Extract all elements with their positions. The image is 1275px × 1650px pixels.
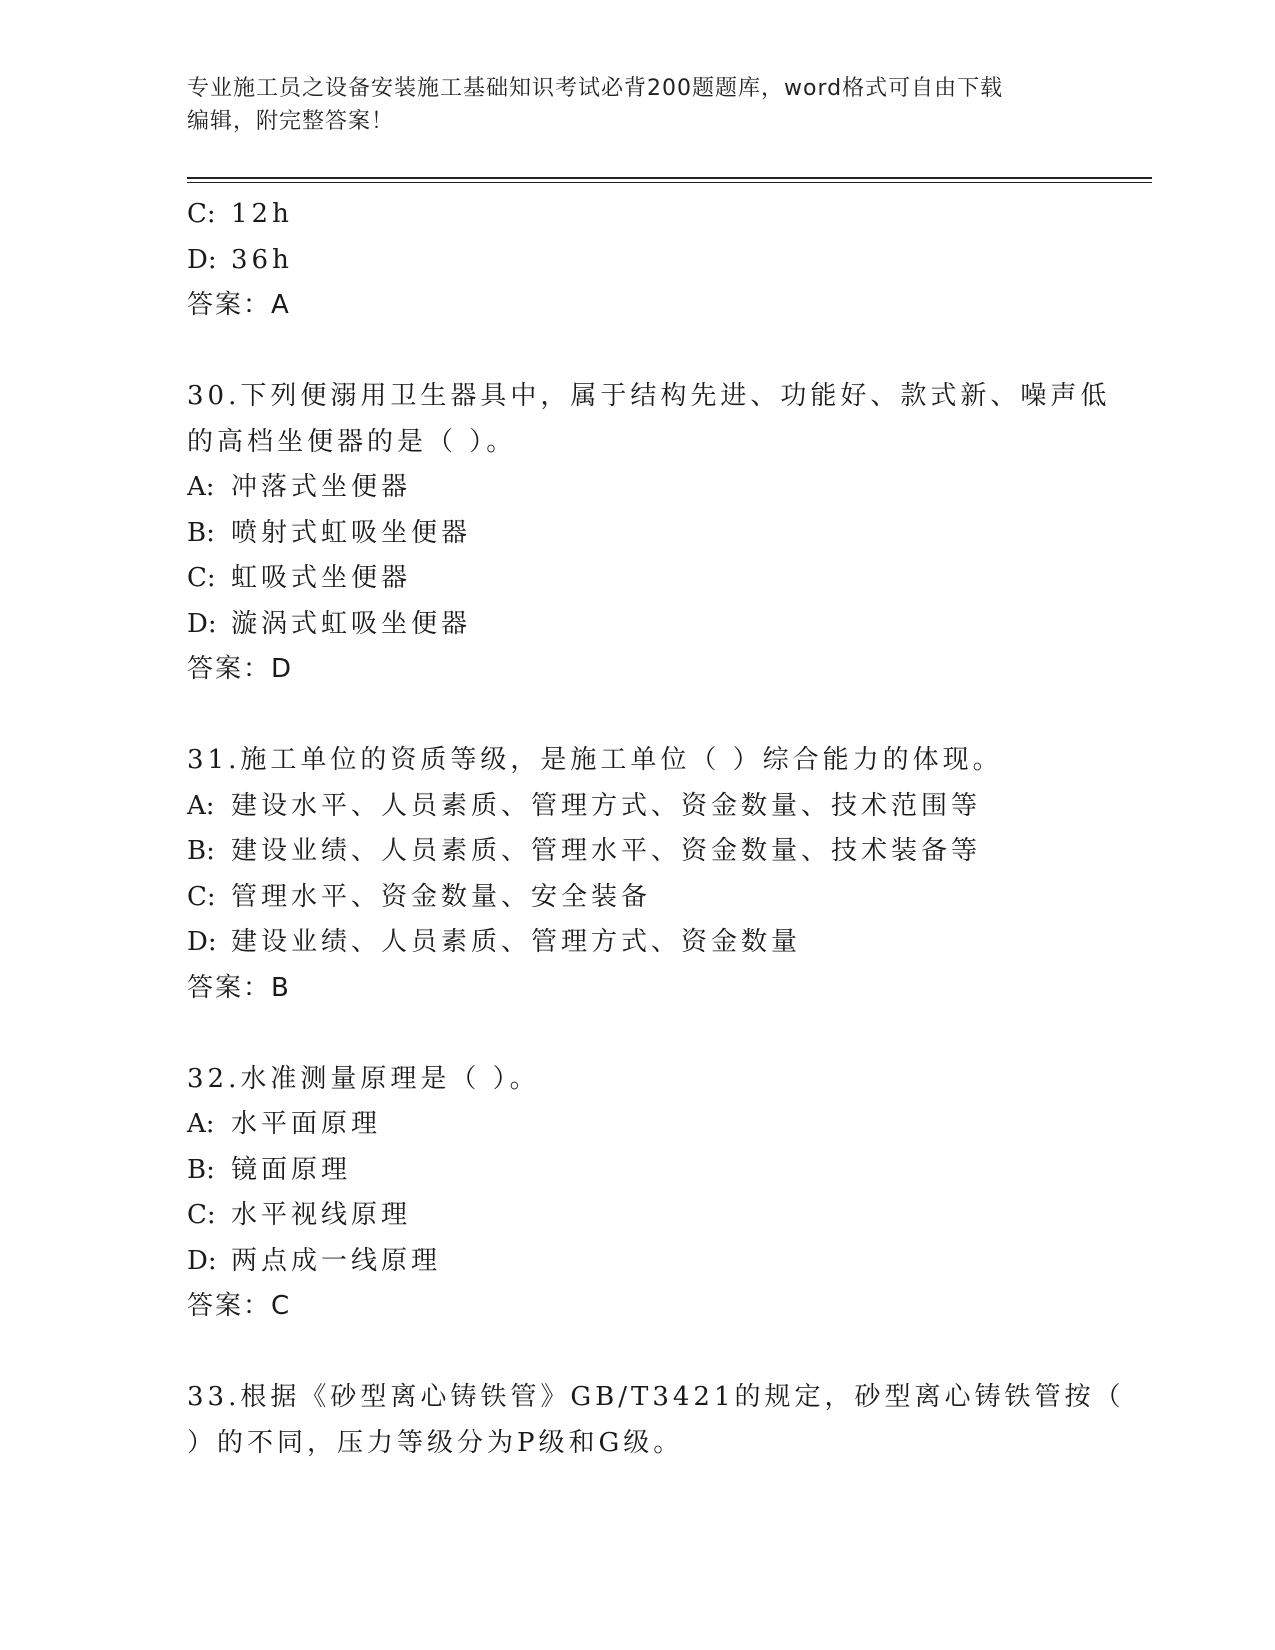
header-title-line-2: 编辑，附完整答案！ (187, 109, 395, 134)
answer-prev: 答案：A (187, 290, 291, 320)
option-c: C: 虹吸式坐便器 (187, 563, 412, 593)
question-30 (187, 374, 1111, 693)
option-c: C: 管理水平、资金数量、安全装备 (187, 881, 652, 912)
spacer (187, 693, 1087, 739)
question-stem-continued: ）的不同，压力等级分为P级和G级。 (187, 1427, 684, 1458)
option-a: A: 冲落式坐便器 (187, 472, 412, 502)
option-b: B: 喷射式虹吸坐便器 (187, 517, 472, 548)
question-stem: 31.施工单位的资质等级，是施工单位（ ）综合能力的体现。 (187, 745, 1003, 775)
question-31 (187, 738, 1087, 1011)
option-d: D: 漩涡式虹吸坐便器 (187, 608, 472, 639)
answer-32: 答案：C (187, 1291, 292, 1321)
option-d: D: 36h (187, 244, 293, 275)
answer-30: 答案：D (187, 654, 294, 684)
spacer (187, 1330, 1087, 1376)
document-header (187, 72, 1087, 138)
question-32 (187, 1057, 1087, 1330)
option-c: C: 12h (187, 199, 293, 229)
header-title-line-1: 专业施工员之设备安装施工基础知识考试必背200题题库，word格式可自由下载 (187, 76, 1004, 101)
option-d: D: 建设业绩、人员素质、管理方式、资金数量 (187, 927, 802, 957)
option-d: D: 两点成一线原理 (187, 1245, 442, 1276)
question-stem: 32.水准测量原理是（ ）。 (187, 1063, 540, 1094)
question-stem: 33.根据《砂型离心铸铁管》GB/T3421的规定，砂型离心铸铁管按（ (187, 1382, 1125, 1412)
question-33 (187, 1375, 1125, 1466)
question-stem: 30.下列便溺用卫生器具中，属于结构先进、功能好、款式新、噪声低 (187, 381, 1111, 411)
option-a: A: 建设水平、人员素质、管理方式、资金数量、技术范围等 (187, 790, 982, 821)
option-b: B: 镜面原理 (187, 1154, 352, 1185)
option-b: B: 建设业绩、人员素质、管理水平、资金数量、技术装备等 (187, 836, 982, 866)
option-a: A: 水平面原理 (187, 1109, 382, 1139)
header-divider-thick (187, 177, 1152, 179)
spacer (187, 1011, 1087, 1057)
question-stem-continued: 的高档坐便器的是（ ）。 (187, 426, 517, 457)
option-c: C: 水平视线原理 (187, 1200, 412, 1230)
answer-31: 答案：B (187, 972, 291, 1003)
header-divider-thin (187, 182, 1152, 183)
question-list (187, 192, 1125, 1466)
spacer (187, 329, 1087, 375)
